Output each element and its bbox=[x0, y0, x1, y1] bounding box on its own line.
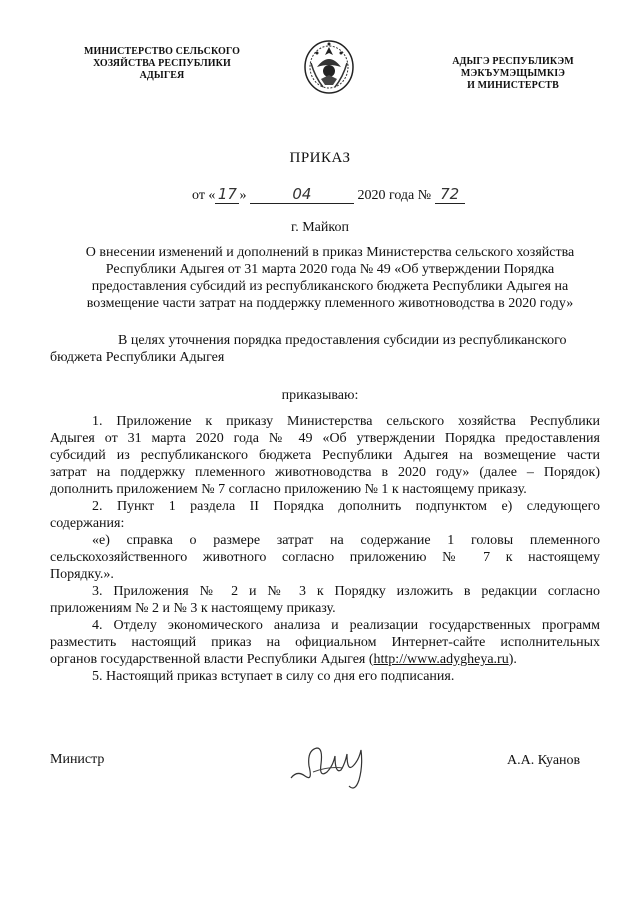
date-month: 04 bbox=[292, 185, 312, 203]
order-date-line bbox=[192, 187, 465, 204]
date-day-field bbox=[215, 187, 239, 204]
order-number-field bbox=[435, 187, 465, 204]
date-prefix: от « bbox=[192, 188, 216, 203]
ministry-header-adyghe bbox=[418, 56, 608, 92]
paragraph-5-line: 5. Настоящий приказ вступает в силу со дня его подписания. bbox=[92, 669, 455, 684]
paragraph-2-quote-line: «е) справка о размере затрат на содержание 1 головы племенного bbox=[92, 533, 600, 548]
website-link[interactable]: http://www.adygheya.ru bbox=[373, 652, 509, 667]
paragraph-2-line: содержания: bbox=[50, 516, 125, 531]
order-word: приказываю: bbox=[281, 388, 359, 403]
document-title: ПРИКАЗ bbox=[289, 150, 351, 166]
header-line: И МИНИСТЕРСТВ bbox=[467, 80, 559, 91]
paragraph-1-line: 1. Приложение к приказу Министерства сельского хозяйства Республики bbox=[92, 414, 600, 429]
date-month-field bbox=[250, 187, 354, 204]
preamble-line: бюджета Республики Адыгея bbox=[50, 350, 225, 365]
header-line: АДЫГЕЯ bbox=[139, 70, 185, 81]
subject-line: О внесении изменений и дополнений в приказ Министерства сельского хозяйства bbox=[85, 245, 575, 260]
signatory-name: А.А. Куанов bbox=[507, 753, 581, 768]
header-line: МЭКЪУМЭЩЫМКIЭ bbox=[460, 68, 566, 79]
paragraph-1-line: затрат на поддержку племенного животноводства в 2020 году» (далее – Порядок) bbox=[50, 465, 600, 480]
header-line: АДЫГЭ РЕСПУБЛИКЭМ bbox=[452, 56, 574, 67]
handwritten-signature bbox=[283, 726, 378, 796]
paragraph-2-quote-line: Порядку.». bbox=[50, 567, 114, 582]
paragraph-4-line: разместить настоящий приказ на официальном Интернет-сайте исполнительных bbox=[50, 635, 600, 650]
date-suffix: 2020 года № bbox=[357, 188, 432, 203]
subject-line: Республики Адыгея от 31 марта 2020 года № 49 «Об утверждении Порядка bbox=[105, 262, 555, 277]
date-mid: » bbox=[239, 188, 247, 203]
date-day: 17 bbox=[217, 185, 237, 203]
ministry-header-russian bbox=[72, 46, 252, 82]
preamble-line: В целях уточнения порядка предоставления субсидии из республиканского bbox=[118, 333, 567, 348]
header-line: ХОЗЯЙСТВА РЕСПУБЛИКИ bbox=[93, 58, 231, 69]
subject-line: возмещение части затрат на поддержку племенного животноводства в 2020 году» bbox=[86, 296, 574, 311]
paragraph-2-line: 2. Пункт 1 раздела II Порядка дополнить подпунктом е) следующего bbox=[92, 499, 600, 514]
preamble bbox=[50, 332, 600, 366]
paragraph-4-line: 4. Отделу экономического анализа и реализации государственных программ bbox=[92, 618, 600, 633]
city: г. Майкоп bbox=[291, 220, 349, 235]
paragraph-3-line: 3. Приложения № 2 и № 3 к Порядку изложить в редакции согласно bbox=[92, 584, 600, 599]
paragraph-4-text: органов государственной власти Республики Адыгея ( bbox=[50, 652, 374, 667]
paragraph-3-line: приложениям № 2 и № 3 к настоящему приказу. bbox=[50, 601, 336, 616]
coat-of-arms-icon bbox=[303, 37, 355, 95]
paragraph-1-line: субсидий из республиканского бюджета Республики Адыгея на возмещение части bbox=[50, 448, 600, 463]
paragraph-1-line: дополнить приложением № 7 согласно приложению № 1 к настоящему приказу. bbox=[50, 482, 527, 497]
order-body bbox=[50, 413, 600, 685]
signatory-role: Министр bbox=[50, 752, 105, 767]
order-subject bbox=[50, 244, 610, 312]
order-number: 72 bbox=[440, 185, 460, 203]
header-line: МИНИСТЕРСТВО СЕЛЬСКОГО bbox=[83, 46, 241, 57]
paragraph-4-tail: ). bbox=[508, 652, 517, 667]
paragraph-2-quote-line: сельскохозяйственного животного согласно приложению № 7 к настоящему bbox=[50, 550, 600, 565]
paragraph-1-line: Адыгея от 31 марта 2020 года № 49 «Об утверждении Порядка предоставления bbox=[50, 431, 600, 446]
subject-line: предоставления субсидий из республиканского бюджета Республики Адыгея на bbox=[91, 279, 569, 294]
paragraph-4-line bbox=[50, 651, 600, 668]
